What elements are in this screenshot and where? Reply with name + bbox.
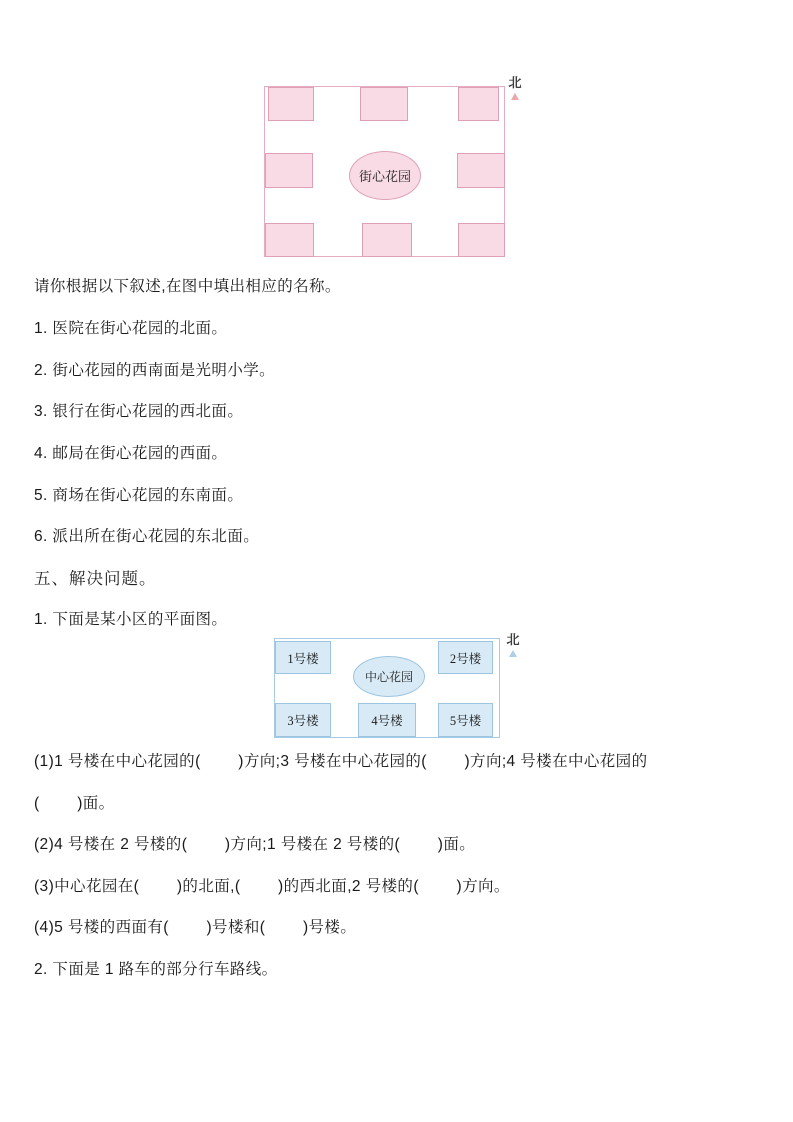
building-4-box — [358, 703, 416, 737]
street-garden-label: 街心花园 — [358, 169, 411, 184]
central-garden-oval — [353, 656, 425, 697]
direction-item-4: 4. 邮局在街心花园的西面。 — [34, 445, 228, 462]
residential-map — [274, 638, 500, 738]
problem-1-sub-line-4: (3)中心花园在( )的北面,( )的西北面,2 号楼的( )方向。 — [34, 878, 510, 895]
block-middle-left — [265, 153, 313, 188]
block-bottom-right — [458, 223, 505, 257]
building-5-label: 5号楼 — [449, 714, 482, 728]
building-2-label: 2号楼 — [449, 651, 482, 666]
building-4-label: 4号楼 — [371, 714, 403, 728]
problem-2-title: 2. 下面是 1 路车的部分行车路线。 — [34, 961, 278, 978]
block-bottom-center — [362, 223, 412, 257]
building-5-box — [438, 703, 493, 737]
block-top-center — [360, 87, 408, 121]
direction-item-1: 1. 医院在街心花园的北面。 — [34, 320, 228, 337]
problem-1-sub-line-5: (4)5 号楼的西面有( )号楼和( )号楼。 — [34, 919, 357, 936]
block-bottom-left — [265, 223, 314, 257]
building-3-label: 3号楼 — [287, 714, 319, 728]
intro-line: 请你根据以下叙述,在图中填出相应的名称。 — [34, 278, 341, 295]
section-five-heading: 五、解决问题。 — [34, 569, 157, 588]
north-label-2: 北 — [506, 632, 520, 647]
building-2-box — [438, 641, 493, 674]
problem-1-sub-line-1: (1)1 号楼在中心花园的( )方向;3 号楼在中心花园的( )方向;4 号楼在中心花园的 — [34, 753, 648, 770]
building-1-label: 1号楼 — [287, 651, 319, 666]
building-3-box — [275, 703, 331, 737]
direction-item-6: 6. 派出所在街心花园的东北面。 — [34, 528, 260, 545]
building-1-box — [275, 641, 331, 674]
block-top-right — [458, 87, 499, 121]
block-middle-right — [457, 153, 505, 188]
north-indicator-2 — [503, 633, 523, 657]
north-indicator-1 — [505, 76, 525, 100]
central-garden-label: 中心花园 — [364, 670, 413, 684]
problem-1-title: 1. 下面是某小区的平面图。 — [34, 611, 228, 628]
direction-item-5: 5. 商场在街心花园的东南面。 — [34, 487, 244, 504]
north-arrow-icon — [511, 93, 519, 100]
north-label-1: 北 — [508, 75, 522, 90]
street-garden-map — [264, 86, 505, 257]
street-garden-oval — [349, 151, 421, 200]
block-top-left — [268, 87, 314, 121]
problem-1-sub-line-2: ( )面。 — [34, 795, 115, 812]
north-arrow-icon-2 — [509, 650, 517, 657]
direction-item-3: 3. 银行在街心花园的西北面。 — [34, 403, 244, 420]
problem-1-sub-line-3: (2)4 号楼在 2 号楼的( )方向;1 号楼在 2 号楼的( )面。 — [34, 836, 476, 853]
direction-item-2: 2. 街心花园的西南面是光明小学。 — [34, 362, 276, 379]
